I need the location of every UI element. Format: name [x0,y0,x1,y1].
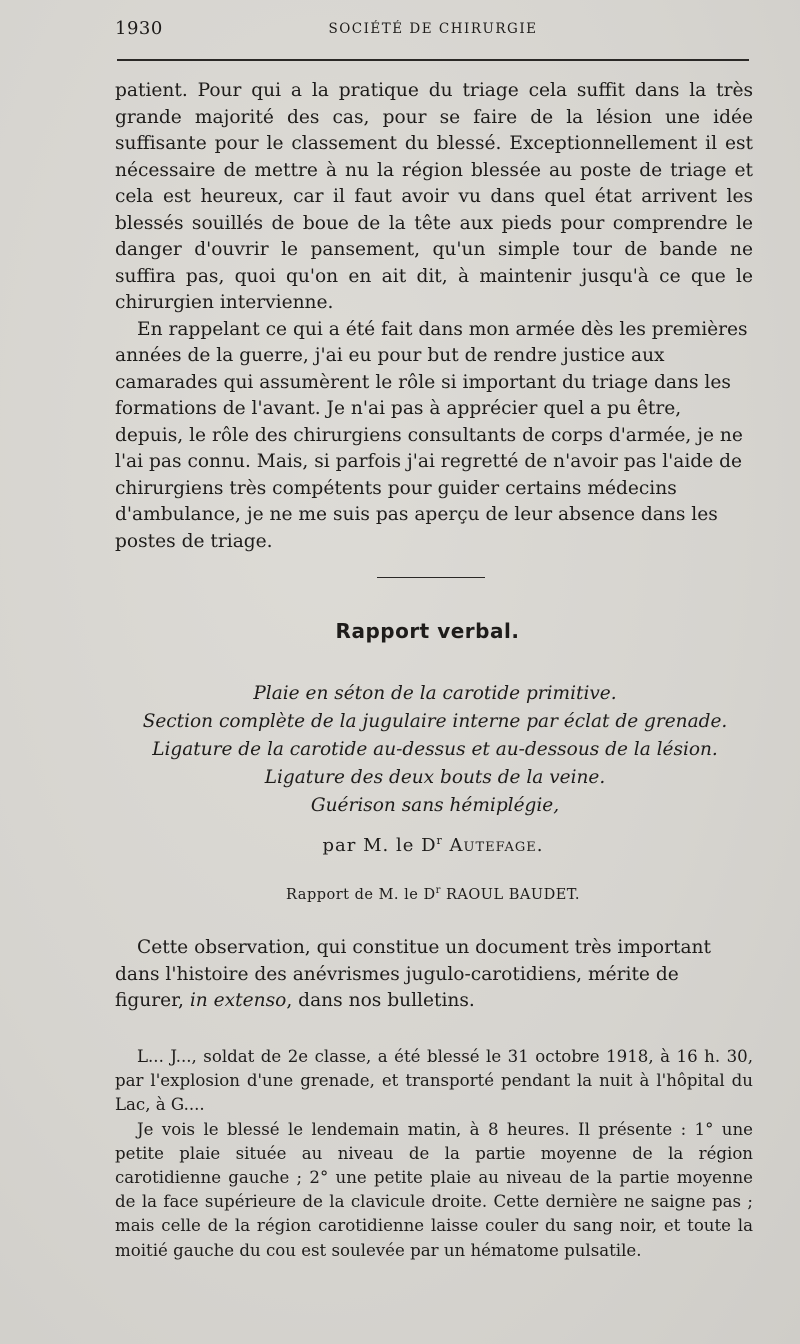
paragraph [115,935,753,1015]
subtitle-line: Ligature des deux bouts de la veine. [264,767,606,788]
header-rule [117,59,749,61]
paragraph: patient. Pour qui a la pratique du triage cela suffit dans la très grande majorité des cas, pour se faire de la lésion une idée suffisante pour le classement du blessé. Exceptionnellement il est nécessaire de mettre à nu la région blessée au poste de triage et cela est heureux, car il faut avoir vu dans quel état arrivent les blessés souillés de boue de la tête aux pieds pour comprendre le danger d'ouvrir le pansement, qu'un simple tour de bande ne suffira pas, quoi qu'on en ait dit, à maintenir jusqu'à ce que le chirurgien intervienne. [115,80,753,313]
running-head [115,18,751,42]
page-number: 1930 [115,18,163,39]
subtitle-line: Guérison sans hémiplégie, [310,795,560,816]
reporter-name: RAOUL BAUDET. [445,886,580,903]
intro-text: Cette observation, qui constitue un document très important dans l'histoire des anévrismes jugulo-carotidiens, mérite de figurer, [115,937,711,1011]
paragraph: Je vois le blessé le lendemain matin, à 8 heures. Il présente : 1° une petite plaie située au niveau de la partie moyenne de la région carotidienne gauche ; 2° une petite plaie au niveau de la partie moyenne de la face supérieure de la clavicule droite. Cette dernière ne saigne pas ; mais celle de la région carotidienne laisse couler du sang noir, et toute la moitié gauche du cou est soulevée par un hématome pulsatile. [115,1119,753,1260]
continuation-text [115,78,753,555]
paragraph: En rappelant ce qui a été fait dans mon armée dès les premières années de la guerre, j'ai eu pour but de rendre justice aux camarades qui assumèrent le rôle si important du triage dans les formations de l'avant. Je n'ai pas à apprécier quel a pu être, depuis, le rôle des chirurgiens consultants de corps d'armée, je ne l'ai pas connu. Mais, si parfois j'ai regretté de n'avoir pas l'aide de chirurgiens très compétents pour guider certains médecins d'ambulance, je ne me suis pas aperçu de leur absence dans les postes de triage. [115,318,748,552]
author-name: Autefage. [449,835,544,856]
author-line [0,834,800,856]
reporter-prefix: Rapport de M. le D [286,886,436,903]
case-subtitle [110,680,760,820]
section-title: Rapport verbal. [335,619,520,643]
subtitle-line: Ligature de la carotide au-dessus et au-dessous de la lésion. [152,739,718,760]
subtitle-line: Plaie en séton de la carotide primitive. [253,683,617,704]
case-observation [115,1045,753,1263]
reporter-line [0,885,800,903]
intro-text: , dans nos bulletins. [286,990,475,1011]
section-separator [377,577,485,578]
author-sup: r [436,834,443,847]
subtitle-line: Section complète de la jugulaire interne par éclat de grenade. [142,711,728,732]
paragraph: L... J..., soldat de 2e classe, a été blessé le 31 octobre 1918, à 16 h. 30, par l'explosion d'une grenade, et transporté pendant la nuit à l'hôpital du Lac, à G.... [115,1047,753,1115]
author-prefix: par M. le D [322,835,437,856]
reporter-sup: r [435,885,441,896]
intro-italic: in extenso [189,990,287,1011]
journal-title: SOCIÉTÉ DE CHIRURGIE [328,21,538,37]
report-intro [115,935,753,1015]
